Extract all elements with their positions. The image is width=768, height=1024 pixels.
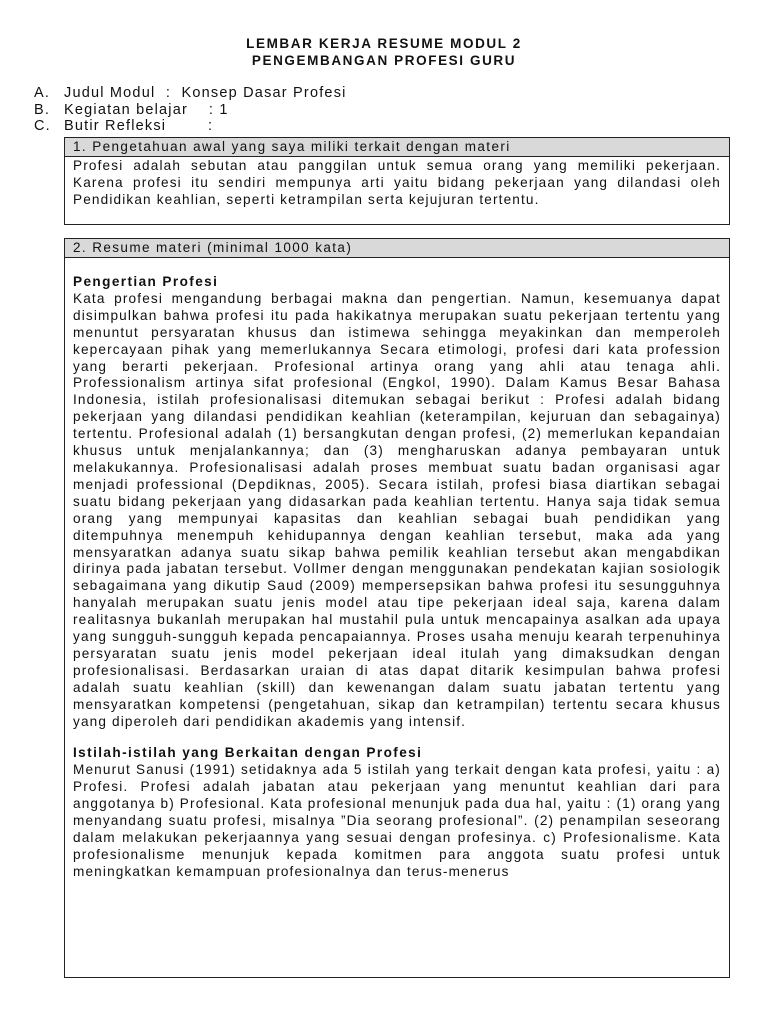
section-title-pengertian-profesi: Pengertian Profesi xyxy=(73,274,219,289)
resume-materi-heading: 2. Resume materi (minimal 1000 kata) xyxy=(65,239,729,258)
pengetahuan-awal-text: Profesi adalah sebutan atau panggilan untuk semua orang yang memiliki pekerjaan. Karena profesi itu sendiri mempunya arti yaitu bidang pekerjaan yang dilandasi oleh Pendidikan keahlian, seperti ketrampilan serta kejujuran tertentu. xyxy=(73,158,721,207)
section-title-istilah-profesi: Istilah-istilah yang Berkaitan dengan Profesi xyxy=(73,745,423,761)
resume-materi-box xyxy=(64,238,730,978)
meta-letter: B. xyxy=(34,102,51,118)
resume-materi-body xyxy=(65,258,729,881)
meta-letter: C. xyxy=(34,118,51,134)
pengetahuan-awal-box xyxy=(64,137,730,225)
document-subtitle: PENGEMBANGAN PROFESI GURU xyxy=(251,53,517,68)
meta-kegiatan-belajar xyxy=(34,102,229,118)
meta-butir-refleksi xyxy=(34,118,213,134)
meta-label: Judul Modul : Konsep Dasar Profesi xyxy=(64,85,347,101)
meta-judul-modul xyxy=(34,85,347,101)
meta-label: Kegiatan belajar : 1 xyxy=(64,102,229,118)
section-text-istilah-profesi: Menurut Sanusi (1991) setidaknya ada 5 istilah yang terkait dengan kata profesi, yaitu : a) Profesi. Profesi adalah jabatan atau pekerjaan yang menuntut keahlian dari para anggotanya b) Profesional. Kata profesional menunjuk pada dua hal, yaitu : (1) orang yang menyandang suatu profesi, misalnya ”Dia seorang profesional”. (2) penampilan seseorang dalam melakukan pekerjaannya yang sesuai dengan profesinya. c) Profesionalisme. Kata profesionalisme menunjuk kepada komitmen para anggota suatu profesi untuk meningkatkan kemampuan profesionalnya dan terus-menerus xyxy=(73,762,721,879)
meta-letter: A. xyxy=(34,85,51,101)
meta-label: Butir Refleksi : xyxy=(64,118,214,134)
document-title: LEMBAR KERJA RESUME MODUL 2 xyxy=(246,36,522,51)
section-text-pengertian-profesi: Kata profesi mengandung berbagai makna dan pengertian. Namun, kesemuanya dapat disimpulkan bahwa profesi itu pada hakikatnya merupakan suatu pekerjaan tertentu yang menuntut persyaratan khusus dan istimewa sehingga meyakinkan dan memperoleh kepercayaan pihak yang memerlukannya Secara etimologi, profesi dari kata profession yang berarti pekerjaan. Profesional artinya orang yang ahli atau tenaga ahli. Professionalism artinya sifat profesional (Engkol, 1990). Dalam Kamus Besar Bahasa Indonesia, istilah profesionalisasi ditemukan sebagai berikut : Profesi adalah bidang pekerjaan yang dilandasi pendidikan keahlian (keterampilan, kejuruan dan sebagainya) tertentu. Profesional adalah (1) bersangkutan dengan profesi, (2) memerlukan kepandaian khusus untuk menjalankannya; dan (3) mengharuskan adanya pembayaran untuk melakukannya. Profesionalisasi adalah proses membuat suatu badan organisasi agar menjadi professional (Depdiknas, 2005). Secara istilah, profesi biasa diartikan sebagai suatu bidang pekerjaan yang didasarkan pada keahlian tertentu. Hanya saja tidak semua orang yang mempunyai kapasitas dan keahlian sebagai buah pendidikan yang ditempuhnya menempuh kehidupannya dengan keahlian tersebut, maka ada yang mensyaratkan adanya suatu sikap bahwa pemilik keahlian tersebut akan mengabdikan dirinya pada jabatan tersebut. Vollmer dengan menggunakan pendekatan kajian sosiologik sebagaimana yang dikutip Saud (2009) mempersepsikan bahwa profesi itu sesungguhnya hanyalah merupakan suatu jenis model atau tipe pekerjaan ideal saja, karena dalam realitasnya bukanlah merupakan hal mustahil pula untuk mencapainya asalkan ada upaya yang sungguh-sungguh kepada pencapaiannya. Proses usaha menuju kearah terpenuhinya persyaratan suatu jenis model pekerjaan ideal itulah yang dimaksudkan dengan profesionalisasi. Berdasarkan uraian di atas dapat ditarik kesimpulan bahwa profesi adalah suatu keahlian (skill) dan kewenangan dalam suatu jabatan tertentu yang mensyaratkan kompetensi (pengetahuan, sikap dan ketrampilan) tertentu secara khusus yang diperoleh dari pendidikan akademis yang intensif. xyxy=(73,290,721,729)
pengetahuan-awal-heading: 1. Pengetahuan awal yang saya miliki terkait dengan materi xyxy=(65,138,729,157)
